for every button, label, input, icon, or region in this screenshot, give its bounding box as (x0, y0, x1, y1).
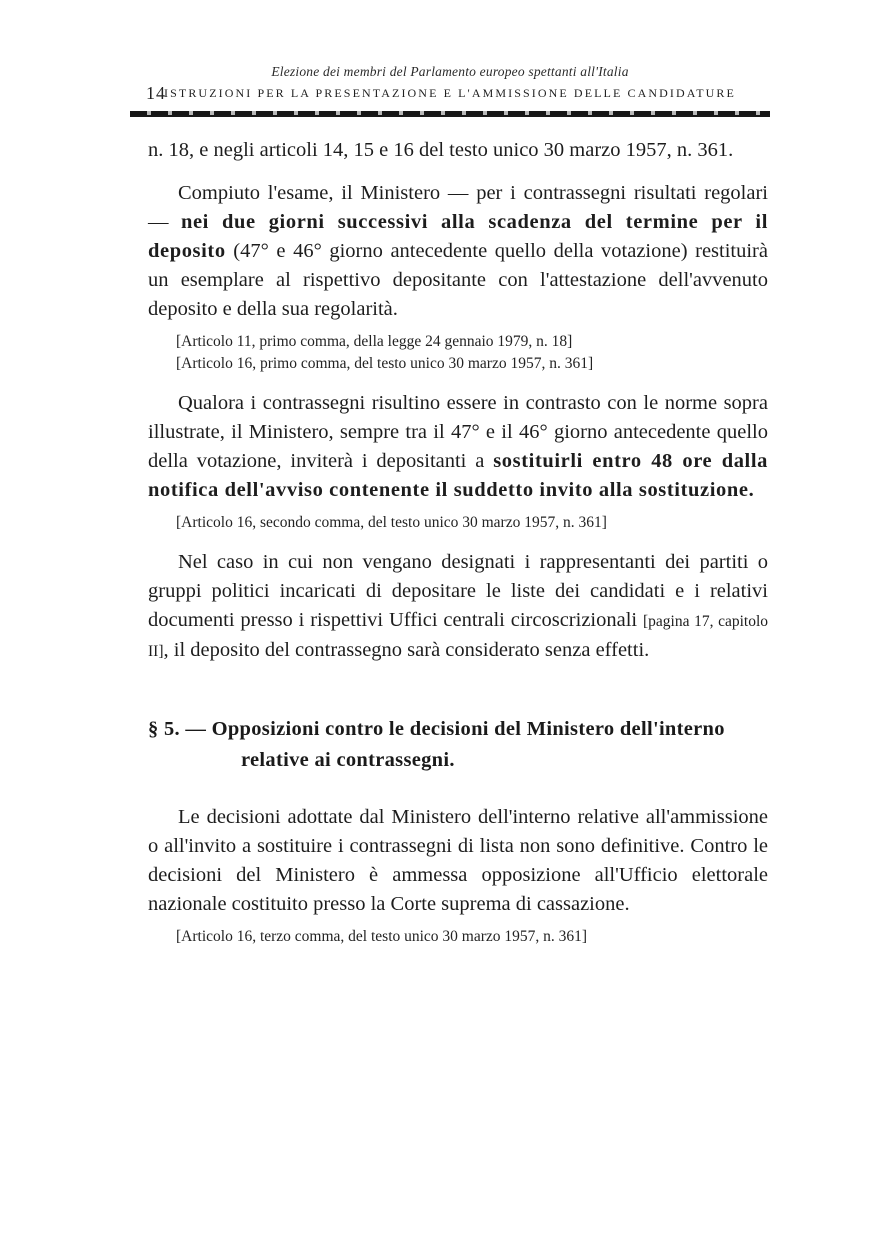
header-rule (130, 111, 770, 117)
citation-articolo-16-primo (148, 353, 768, 375)
text-run: n. 18, e negli articoli 14, 15 e 16 del testo unico 30 marzo 1957, n. 361. (148, 139, 734, 161)
text-run: nei due giorni successivi alla scadenza del termine per il deposito (148, 211, 768, 262)
page-number: 14 (146, 83, 166, 103)
text-run: Le decisioni adottate dal Ministero dell'interno relative all'ammissione o all'invito a sostituire i contrassegni di lista non sono definitive. Contro le decisioni del Ministero è ammessa opposizione all'Ufficio elettorale nazionale costituito presso la Corte suprema di cassazione. (148, 806, 768, 915)
citation-articolo-16-terzo (148, 926, 768, 948)
text-run: [Articolo 16, terzo comma, del testo unico 30 marzo 1957, n. 361] (176, 928, 588, 945)
text-run: Nel caso in cui non vengano designati i rappresentanti dei partiti o gruppi politici incaricati di depositare le liste dei candidati e i relativi documenti presso i rispettivi Uffici centrali circoscrizionali (148, 551, 768, 631)
citation-group (148, 331, 768, 375)
section-heading (148, 714, 768, 776)
text-run: Compiuto l'esame, il Ministero — per i contrassegni risultati regolari — (148, 182, 768, 233)
page-header (130, 64, 770, 117)
paragraph-nel-caso (148, 548, 768, 666)
text-run: sostituirli entro 48 ore dalla notifica dell'avviso contenente il suddetto invito alla sostituzione. (148, 450, 768, 501)
text-run: [Articolo 11, primo comma, della legge 24 gennaio 1979, n. 18] (176, 333, 573, 350)
chapter-title: ISTRUZIONI PER LA PRESENTAZIONE E L'AMMISSIONE DELLE CANDIDATURE (164, 86, 736, 100)
text-run: [pagina 17, capitolo II] (148, 613, 769, 660)
text-run: Qualora i contrassegni risultino essere in contrasto con le norme sopra illustrate, il Ministero, sempre tra il 47° e il 46° giorno antecedente quello della votazione, inviterà i depositanti a (148, 392, 768, 472)
citation-articolo-16-secondo (148, 512, 768, 534)
page-body (148, 136, 768, 948)
paragraph-le-decisioni (148, 803, 768, 919)
text-run: [Articolo 16, secondo comma, del testo unico 30 marzo 1957, n. 361] (176, 514, 607, 531)
text-run: (47° e 46° giorno antecedente quello della votazione) restituirà un esemplare al rispettivo depositante con l'attestazione dell'avvenuto deposito e della sua regolarità. (148, 240, 768, 320)
paragraph-compiuto-esame (148, 179, 768, 324)
header-row (130, 83, 770, 104)
text-run: § 5. — (148, 718, 212, 740)
text-run: , il deposito del contrassegno sarà considerato senza effetti. (163, 639, 650, 661)
text-run: Opposizioni contro le decisioni del Ministero dell'interno relative ai contrassegni. (211, 718, 725, 771)
paragraph-testo-unico (148, 136, 768, 165)
running-title: Elezione dei membri del Parlamento europeo spettanti all'Italia (271, 64, 629, 79)
citation-articolo-11 (148, 331, 768, 353)
text-run: [Articolo 16, primo comma, del testo unico 30 marzo 1957, n. 361] (176, 355, 594, 372)
paragraph-qualora (148, 389, 768, 505)
